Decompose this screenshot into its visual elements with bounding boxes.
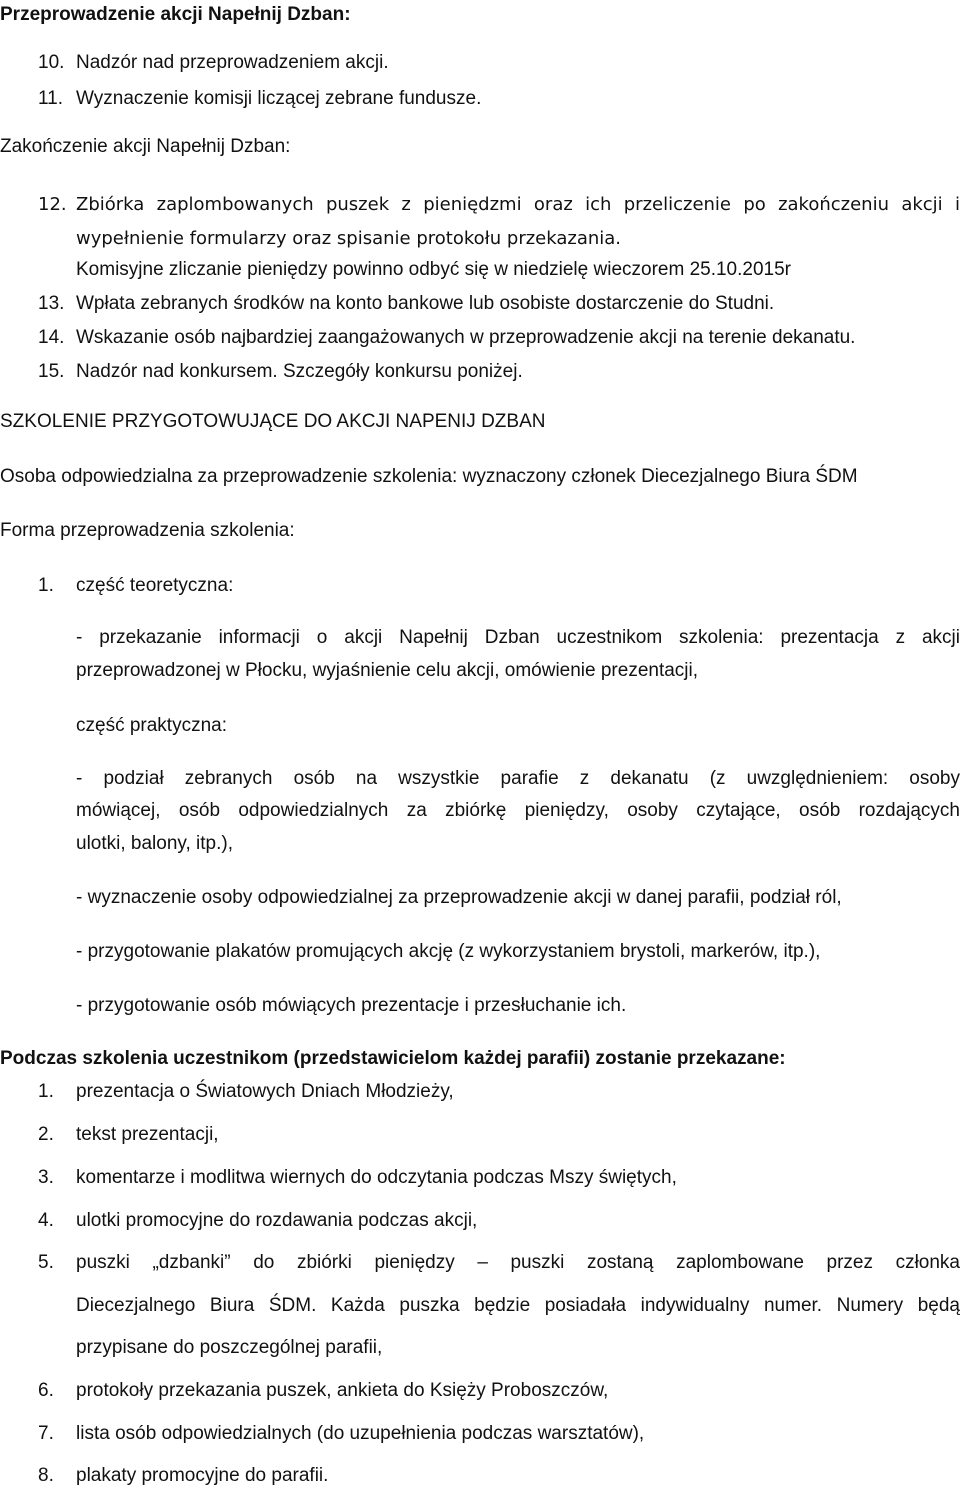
- list-item-number: 1.: [38, 1081, 54, 1102]
- list-item-number: 5.: [38, 1252, 54, 1273]
- list-item-line: Zbiórka zaplombowanych puszek z pieniędzmi oraz ich przeliczenie po zakończeniu akcji i: [76, 194, 960, 215]
- list-item: komentarze i modlitwa wiernych do odczytania podczas Mszy świętych,: [76, 1167, 677, 1188]
- practice-text-line: - przygotowanie plakatów promujących akcję (z wykorzystaniem brystoli, markerów, itp.),: [76, 941, 821, 962]
- list-item-number: 15.: [38, 361, 65, 382]
- theory-label: część teoretyczna:: [76, 575, 234, 596]
- practice-text-line: - wyznaczenie osoby odpowiedzialnej za przeprowadzenie akcji w danej parafii, podział ról,: [76, 887, 842, 908]
- list-item-line: wypełnienie formularzy oraz spisanie protokołu przekazania.: [76, 228, 622, 249]
- list-item-number: 2.: [38, 1124, 54, 1145]
- list-item-number: 13.: [38, 293, 65, 314]
- list-item: prezentacja o Światowych Dniach Młodzieży,: [76, 1081, 454, 1102]
- list-item-number: 6.: [38, 1380, 54, 1401]
- training-heading: SZKOLENIE PRZYGOTOWUJĄCE DO AKCJI NAPENIJ DZBAN: [0, 411, 546, 432]
- training-form-heading: Forma przeprowadzenia szkolenia:: [0, 520, 295, 541]
- list-item: Wyznaczenie komisji liczącej zebrane fundusze.: [76, 88, 482, 109]
- list-item: lista osób odpowiedzialnych (do uzupełnienia podczas warsztatów),: [76, 1423, 645, 1444]
- list-item-number: 7.: [38, 1423, 54, 1444]
- section-heading-completion: Zakończenie akcji Napełnij Dzban:: [0, 136, 291, 157]
- practice-text-line: ulotki, balony, itp.),: [76, 833, 234, 854]
- list-item: tekst prezentacji,: [76, 1124, 219, 1145]
- section-heading-conduct: Przeprowadzenie akcji Napełnij Dzban:: [0, 4, 351, 25]
- theory-text-line: przeprowadzonej w Płocku, wyjaśnienie celu akcji, omówienie prezentacji,: [76, 660, 699, 681]
- list-item-number: 11.: [38, 88, 64, 109]
- list-item-line: przypisane do poszczególnej parafii,: [76, 1337, 383, 1358]
- list-item-number: 12.: [38, 194, 67, 215]
- training-responsible: Osoba odpowiedzialna za przeprowadzenie szkolenia: wyznaczony członek Diecezjalnego Biura ŚDM: [0, 466, 858, 487]
- list-item: Wpłata zebranych środków na konto bankowe lub osobiste dostarczenie do Studni.: [76, 293, 775, 314]
- practice-text-line: - podział zebranych osób na wszystkie parafie z dekanatu (z uwzględnieniem: osoby: [76, 768, 960, 789]
- list-item-number: 10.: [38, 52, 65, 73]
- list-item: plakaty promocyjne do parafii.: [76, 1465, 329, 1486]
- list-item-number: 3.: [38, 1167, 54, 1188]
- list-item-line: puszki „dzbanki” do zbiórki pieniędzy – puszki zostaną zaplombowane przez członka: [76, 1252, 960, 1273]
- list-item-number: 4.: [38, 1210, 54, 1231]
- list-item: protokoły przekazania puszek, ankieta do Księży Proboszczów,: [76, 1380, 609, 1401]
- practice-text-line: mówiącej, osób odpowiedzialnych za zbiórkę pieniędzy, osoby czytające, osób rozdających: [76, 800, 960, 821]
- list-item-number: 14.: [38, 327, 65, 348]
- list-item-number: 8.: [38, 1465, 54, 1486]
- theory-text-line: - przekazanie informacji o akcji Napełnij Dzban uczestnikom szkolenia: prezentacja z akcji: [76, 627, 960, 648]
- list-item-line: Komisyjne zliczanie pieniędzy powinno odbyć się w niedzielę wieczorem 25.10.2015r: [76, 259, 791, 280]
- practice-text-line: - przygotowanie osób mówiących prezentacje i przesłuchanie ich.: [76, 995, 627, 1016]
- list-item-line: Diecezjalnego Biura ŚDM. Każda puszka będzie posiadała indywidualny numer. Numery będą: [76, 1295, 960, 1316]
- handover-heading: Podczas szkolenia uczestnikom (przedstawicielom każdej parafii) zostanie przekazane:: [0, 1048, 786, 1069]
- list-item: ulotki promocyjne do rozdawania podczas akcji,: [76, 1210, 478, 1231]
- practice-label: część praktyczna:: [76, 715, 227, 736]
- list-item: Wskazanie osób najbardziej zaangażowanych w przeprowadzenie akcji na terenie dekanatu.: [76, 327, 856, 348]
- list-item-number: 1.: [38, 575, 54, 596]
- list-item: Nadzór nad konkursem. Szczegóły konkursu poniżej.: [76, 361, 523, 382]
- list-item: Nadzór nad przeprowadzeniem akcji.: [76, 52, 389, 73]
